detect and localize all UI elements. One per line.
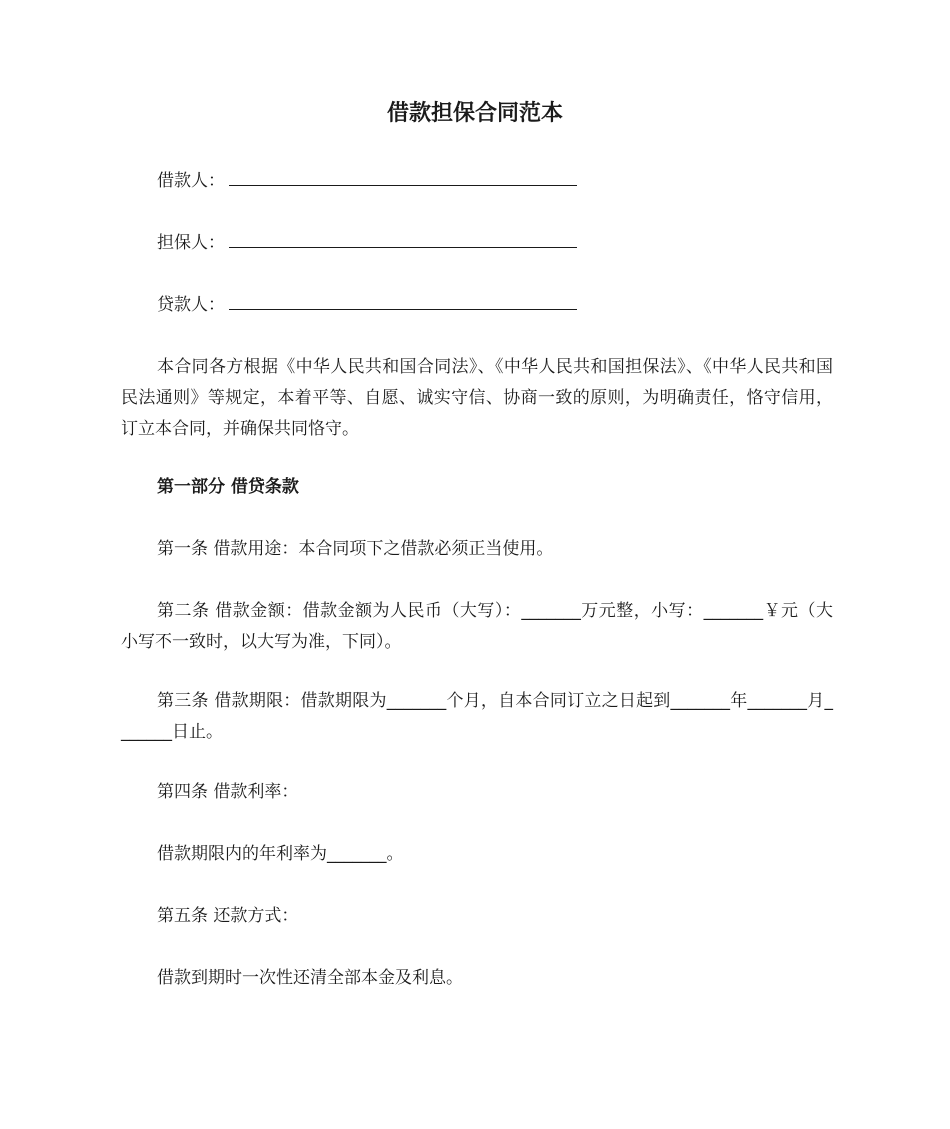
article-1: 第一条 借款用途：本合同项下之借款必须正当使用。	[157, 539, 554, 559]
article-4-heading: 第四条 借款利率：	[157, 782, 299, 802]
guarantor-label: 担保人：	[157, 233, 225, 253]
lender-label: 贷款人：	[157, 295, 225, 315]
section-heading-loan-terms: 第一部分 借贷条款	[157, 477, 299, 497]
borrower-field	[157, 166, 577, 197]
article-4-body: 借款期限内的年利率为_______。	[157, 844, 404, 864]
article-5-heading: 第五条 还款方式：	[157, 906, 299, 926]
article-3: 第三条 借款期限：借款期限为_______个月，自本合同订立之日起到_______年_______月_______日止。	[121, 691, 833, 742]
preamble-paragraph: 本合同各方根据《中华人民共和国合同法》、《中华人民共和国担保法》、《中华人民共和国民法通则》等规定，本着平等、自愿、诚实守信、协商一致的原则，为明确责任，恪守信用，订立本合同，并确保共同恪守。	[121, 357, 833, 439]
lender-field	[157, 290, 577, 321]
article-5-body: 借款到期时一次性还清全部本金及利息。	[157, 968, 463, 988]
document-title: 借款担保合同范本	[386, 101, 563, 126]
borrower-blank	[229, 169, 577, 186]
lender-blank	[229, 293, 577, 310]
guarantor-field	[157, 228, 577, 259]
guarantor-blank	[229, 231, 577, 248]
borrower-label: 借款人：	[157, 171, 225, 191]
article-2: 第二条 借款金额：借款金额为人民币（大写）：_______万元整，小写：_______￥元（大小写不一致时，以大写为准，下同）。	[121, 601, 833, 652]
